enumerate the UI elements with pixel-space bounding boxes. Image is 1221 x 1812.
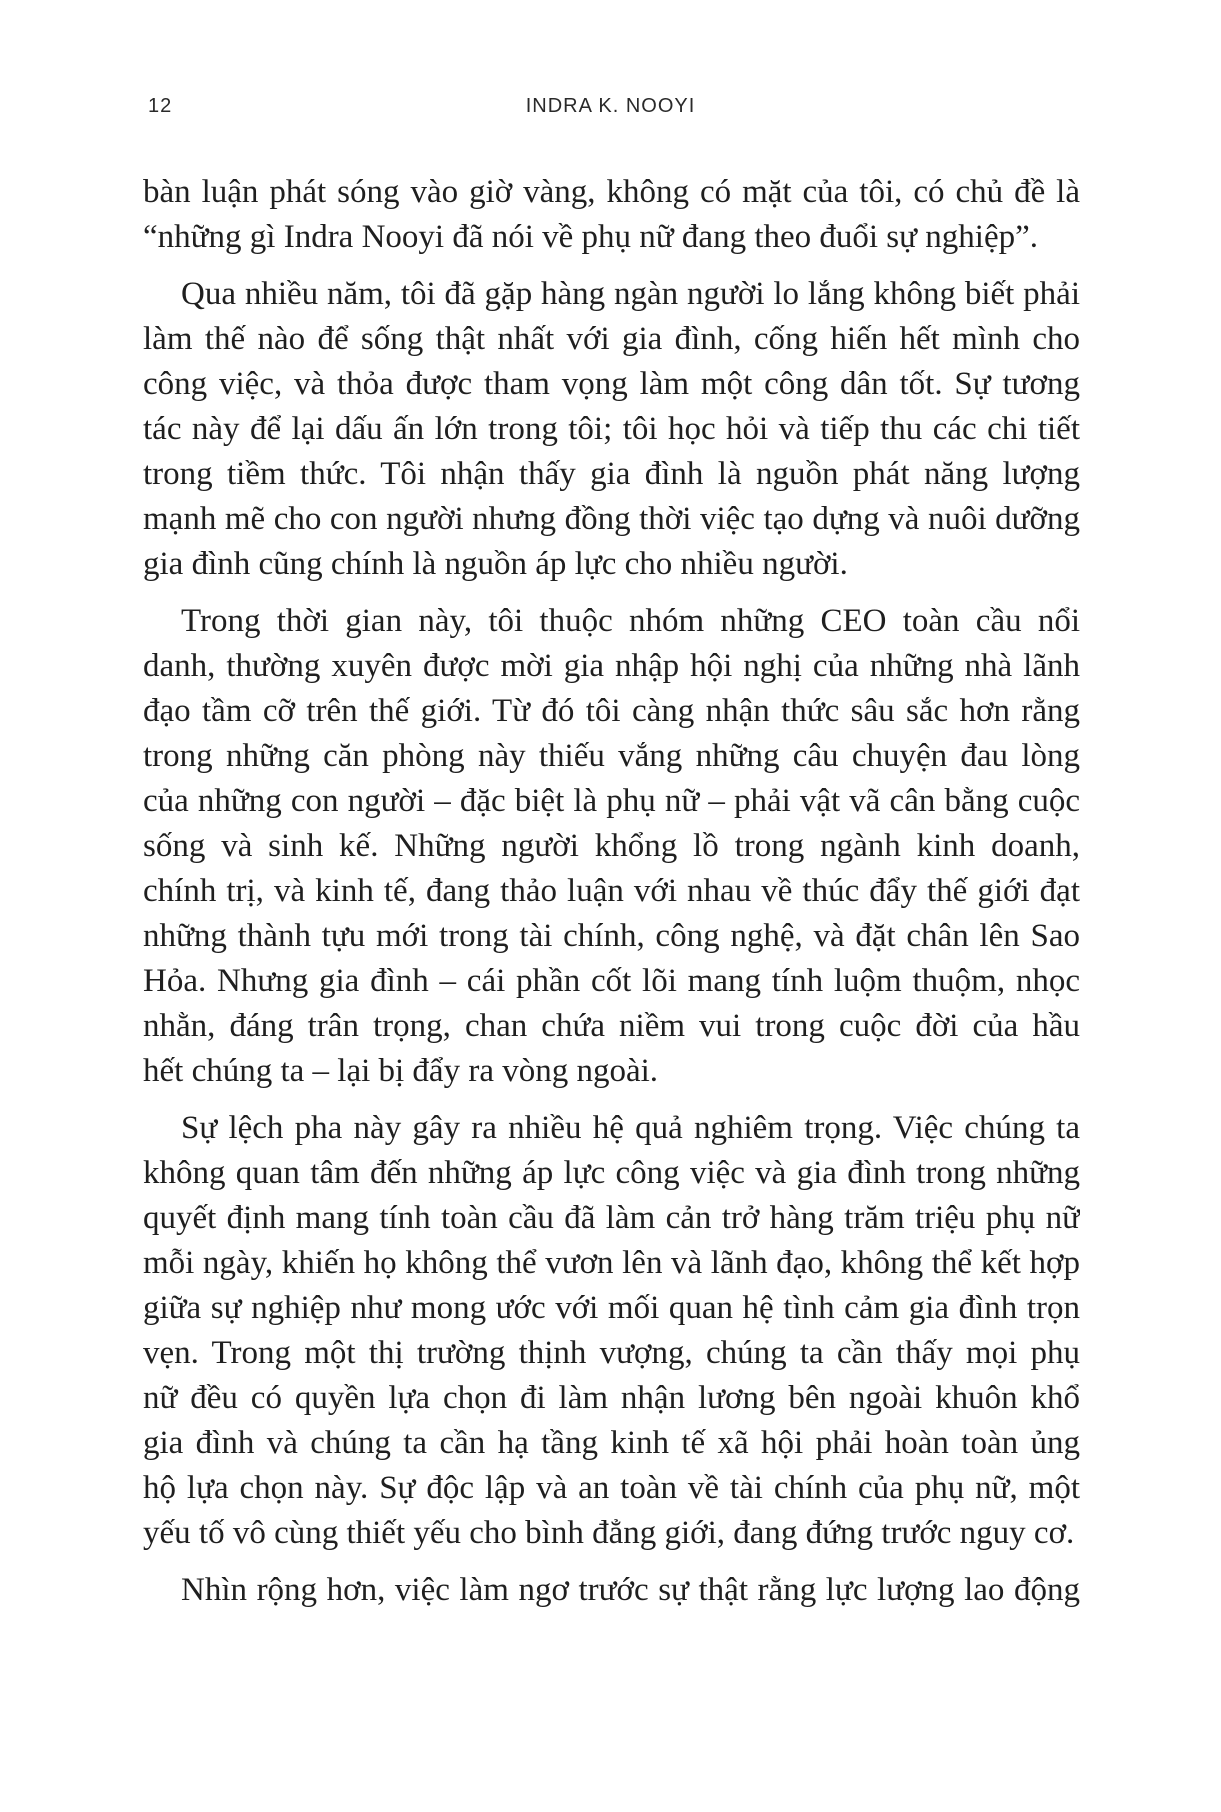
text-line: gia đình và chúng ta cần hạ tầng kinh tế xã hội phải hoàn toàn ủng [143, 1425, 1080, 1461]
text-line: “những gì Indra Nooyi đã nói về phụ nữ đang theo đuổi sự nghiệp”. [143, 219, 1038, 255]
text-line: mạnh mẽ cho con người nhưng đồng thời việc tạo dựng và nuôi dưỡng [143, 501, 1080, 537]
running-title: INDRA K. NOOYI [525, 95, 696, 117]
text-line: chính trị, và kinh tế, đang thảo luận với nhau về thúc đẩy thế giới đạt [143, 873, 1080, 909]
paragraph [143, 1106, 1080, 1556]
text-line: danh, thường xuyên được mời gia nhập hội nghị của những nhà lãnh [143, 648, 1080, 684]
text-line: công việc, và thỏa được tham vọng làm một công dân tốt. Sự tương [143, 366, 1080, 402]
text-line: hết chúng ta – lại bị đẩy ra vòng ngoài. [143, 1053, 659, 1089]
paragraph [143, 599, 1080, 1094]
text-line: nhằn, đáng trân trọng, chan chứa niềm vui trong cuộc đời của hầu [143, 1008, 1080, 1044]
text-line: những thành tựu mới trong tài chính, công nghệ, và đặt chân lên Sao [143, 918, 1080, 954]
body-text [143, 170, 1080, 1625]
text-line: tác này để lại dấu ấn lớn trong tôi; tôi học hỏi và tiếp thu các chi tiết [143, 411, 1080, 447]
text-line: giữa sự nghiệp như mong ước với mối quan hệ tình cảm gia đình trọn [143, 1290, 1080, 1326]
text-line: làm thế nào để sống thật nhất với gia đình, cống hiến hết mình cho [143, 321, 1080, 357]
text-line: bàn luận phát sóng vào giờ vàng, không có mặt của tôi, có chủ đề là [143, 174, 1080, 210]
paragraph [143, 1568, 1080, 1613]
text-line: Nhìn rộng hơn, việc làm ngơ trước sự thật rằng lực lượng lao động [181, 1572, 1080, 1608]
text-line: quyết định mang tính toàn cầu đã làm cản trở hàng trăm triệu phụ nữ [143, 1200, 1080, 1236]
text-line: vẹn. Trong một thị trường thịnh vượng, chúng ta cần thấy mọi phụ [143, 1335, 1080, 1371]
text-line: trong tiềm thức. Tôi nhận thấy gia đình là nguồn phát năng lượng [143, 456, 1080, 492]
text-line: hộ lựa chọn này. Sự độc lập và an toàn về tài chính của phụ nữ, một [143, 1470, 1080, 1506]
text-line: Sự lệch pha này gây ra nhiều hệ quả nghiêm trọng. Việc chúng ta [181, 1110, 1080, 1146]
text-line: gia đình cũng chính là nguồn áp lực cho nhiều người. [143, 546, 848, 582]
text-line: Qua nhiều năm, tôi đã gặp hàng ngàn người lo lắng không biết phải [181, 276, 1080, 312]
text-line: Hỏa. Nhưng gia đình – cái phần cốt lõi mang tính luộm thuộm, nhọc [143, 963, 1080, 999]
text-line: sống và sinh kế. Những người khổng lồ trong ngành kinh doanh, [143, 828, 1080, 864]
text-line: yếu tố vô cùng thiết yếu cho bình đẳng giới, đang đứng trước nguy cơ. [143, 1515, 1075, 1551]
running-head [148, 95, 1073, 125]
text-line: mỗi ngày, khiến họ không thể vươn lên và lãnh đạo, không thể kết hợp [143, 1245, 1080, 1281]
page-number: 12 [148, 95, 173, 117]
text-line: nữ đều có quyền lựa chọn đi làm nhận lương bên ngoài khuôn khổ [143, 1380, 1080, 1416]
text-line: của những con người – đặc biệt là phụ nữ – phải vật vã cân bằng cuộc [143, 783, 1080, 819]
text-line: trong những căn phòng này thiếu vắng những câu chuyện đau lòng [143, 738, 1080, 774]
paragraph [143, 272, 1080, 587]
text-line: Trong thời gian này, tôi thuộc nhóm những CEO toàn cầu nổi [181, 603, 1080, 639]
text-line: đạo tầm cỡ trên thế giới. Từ đó tôi càng nhận thức sâu sắc hơn rằng [143, 693, 1080, 729]
text-line: không quan tâm đến những áp lực công việc và gia đình trong những [143, 1155, 1080, 1191]
paragraph [143, 170, 1080, 260]
